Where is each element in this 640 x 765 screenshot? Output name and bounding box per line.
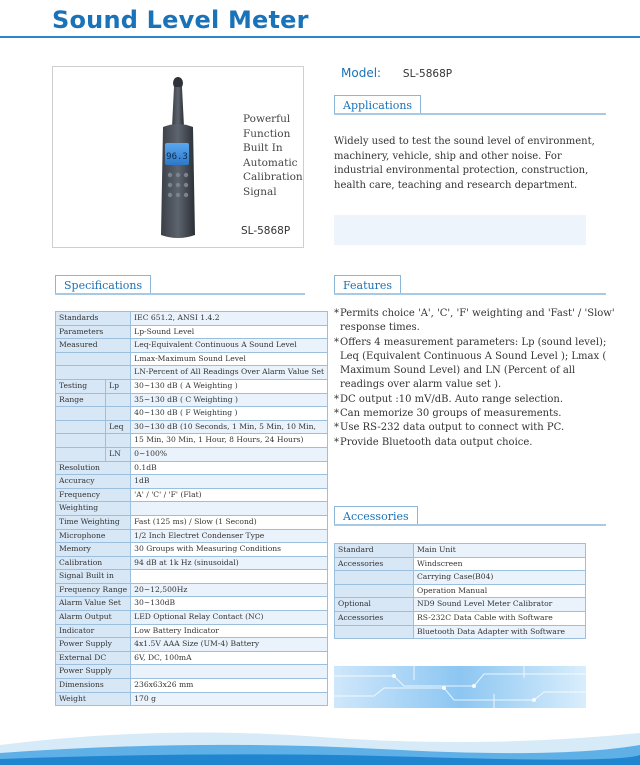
callout-line: Function	[243, 127, 291, 140]
table-row	[56, 420, 328, 434]
table-cell: Leq-Equivalent Continuous A Sound Level	[131, 339, 328, 353]
applications-text: Widely used to test the sound level of environment, machinery, vehicle, ship and other noise. For industrial environmental protection, construction, health care, teaching and research department.	[334, 136, 595, 191]
feature-text: Provide Bluetooth data output choice.	[340, 436, 533, 448]
accessories-divider	[334, 524, 606, 526]
table-cell: External DC	[56, 651, 131, 665]
table-row	[335, 557, 586, 571]
table-cell: Calibration	[56, 556, 131, 570]
bullet: *	[334, 408, 339, 420]
table-cell	[56, 407, 106, 421]
table-cell	[131, 665, 328, 679]
table-cell: 1dB	[131, 475, 328, 489]
applications-band	[334, 215, 586, 245]
table-cell: ND9 Sound Level Meter Calibrator	[414, 598, 586, 612]
product-image-box	[52, 66, 304, 248]
applications-divider	[334, 113, 606, 115]
table-row	[56, 434, 328, 448]
table-cell: 40~130 dB ( F Weighting )	[131, 407, 328, 421]
table-cell: Parameters	[56, 325, 131, 339]
table-cell: Accuracy	[56, 475, 131, 489]
applications-heading: Applications	[334, 95, 421, 115]
table-row	[56, 597, 328, 611]
accessories-table	[334, 543, 586, 639]
callout-line: Powerful	[243, 113, 291, 125]
model-line	[341, 66, 452, 80]
bullet: *	[334, 393, 339, 405]
table-cell	[56, 366, 131, 380]
bullet: *	[334, 336, 339, 348]
specifications-heading: Specifications	[55, 275, 151, 295]
table-cell: 94 dB at 1k Hz (sinusoidal)	[131, 556, 328, 570]
table-row	[56, 556, 328, 570]
list-item	[334, 336, 618, 393]
table-cell: Standard	[335, 544, 414, 558]
table-row	[56, 665, 328, 679]
specifications-divider	[55, 293, 305, 295]
table-cell: Fast (125 ms) / Slow (1 Second)	[131, 515, 328, 529]
table-cell: Dimensions	[56, 679, 131, 693]
table-cell: LN	[106, 447, 131, 461]
table-cell: 35~130 dB ( C Weighting )	[131, 393, 328, 407]
table-row	[56, 529, 328, 543]
callout-line: Calibration	[243, 171, 303, 183]
feature-text: DC output :10 mV/dB. Auto range selection.	[340, 393, 564, 405]
table-cell: Memory	[56, 543, 131, 557]
feature-text: Use RS-232 data output to connect with PC.	[340, 422, 565, 434]
table-cell: Lmax-Maximum Sound Level	[131, 352, 328, 366]
table-cell	[335, 584, 414, 598]
table-cell: RS-232C Data Cable with Software	[414, 611, 586, 625]
table-row	[335, 625, 586, 639]
table-cell: Lp	[106, 379, 131, 393]
table-cell: 170 g	[131, 692, 328, 706]
table-cell: Alarm Output	[56, 611, 131, 625]
list-item	[334, 407, 618, 421]
table-cell: Lp-Sound Level	[131, 325, 328, 339]
product-model-caption: SL-5868P	[241, 225, 291, 237]
table-cell: Bluetooth Data Adapter with Software	[414, 625, 586, 639]
table-row	[56, 692, 328, 706]
table-cell	[106, 407, 131, 421]
table-row	[56, 638, 328, 652]
table-row	[56, 651, 328, 665]
table-row	[56, 624, 328, 638]
table-cell: LN-Percent of All Readings Over Alarm Value Set	[131, 366, 328, 380]
accessories-heading: Accessories	[334, 506, 418, 526]
list-item	[334, 436, 618, 450]
table-row	[56, 488, 328, 502]
table-cell	[106, 434, 131, 448]
table-row	[56, 583, 328, 597]
list-item	[334, 393, 618, 407]
table-row	[335, 584, 586, 598]
table-cell: 30~130 dB ( A Weighting )	[131, 379, 328, 393]
table-cell: Power Supply	[56, 665, 131, 679]
features-divider	[334, 293, 606, 295]
table-row	[56, 679, 328, 693]
table-cell: Operation Manual	[414, 584, 586, 598]
table-row	[56, 570, 328, 584]
table-cell: Leq	[106, 420, 131, 434]
table-cell: Optional	[335, 598, 414, 612]
callout-line: Built In	[243, 142, 283, 154]
table-cell: 4x1.5V AAA Size (UM-4) Battery	[131, 638, 328, 652]
table-cell: Time Weighting	[56, 515, 131, 529]
table-cell: Microphone	[56, 529, 131, 543]
model-label: Model:	[341, 66, 382, 80]
table-cell	[106, 393, 131, 407]
table-cell: Standards	[56, 312, 131, 326]
table-cell: 20~12,500Hz	[131, 583, 328, 597]
table-cell: Measured	[56, 339, 131, 353]
table-cell: 30 Groups with Measuring Conditions	[131, 543, 328, 557]
table-row	[56, 312, 328, 326]
table-cell: Alarm Value Set	[56, 597, 131, 611]
table-cell: 30~130dB	[131, 597, 328, 611]
sound-level-meter-image	[153, 75, 223, 243]
table-cell: 236x63x26 mm	[131, 679, 328, 693]
table-cell: Frequency	[56, 488, 131, 502]
table-cell: Resolution	[56, 461, 131, 475]
table-row	[335, 571, 586, 585]
table-row	[56, 447, 328, 461]
table-row	[56, 366, 328, 380]
table-cell: Weighting	[56, 502, 131, 516]
table-cell	[335, 571, 414, 585]
callout-line: Signal	[243, 185, 277, 198]
table-cell	[335, 625, 414, 639]
specifications-table	[55, 311, 328, 706]
table-cell: 15 Min, 30 Min, 1 Hour, 8 Hours, 24 Hours)	[131, 434, 328, 448]
table-cell: 0.1dB	[131, 461, 328, 475]
circuit-board-image	[334, 666, 586, 708]
table-cell: IEC 651.2, ANSI 1.4.2	[131, 312, 328, 326]
table-cell: Testing	[56, 379, 106, 393]
table-cell: LED Optional Relay Contact (NC)	[131, 611, 328, 625]
table-row	[56, 352, 328, 366]
table-cell	[131, 570, 328, 584]
table-row	[56, 515, 328, 529]
table-cell: Main Unit	[414, 544, 586, 558]
features-heading: Features	[334, 275, 401, 295]
table-cell: Range	[56, 393, 106, 407]
table-cell	[56, 447, 106, 461]
list-item	[334, 307, 618, 336]
table-cell: Signal Built in	[56, 570, 131, 584]
table-cell: Indicator	[56, 624, 131, 638]
feature-text: Permits choice 'A', 'C', 'F' weighting and 'Fast' / 'Slow' response times.	[340, 308, 615, 334]
title-divider	[0, 36, 640, 38]
table-cell: 6V, DC, 100mA	[131, 651, 328, 665]
table-row	[56, 475, 328, 489]
bullet: *	[334, 436, 339, 448]
table-row	[335, 598, 586, 612]
feature-callout	[243, 112, 303, 199]
table-row	[335, 544, 586, 558]
table-row	[56, 407, 328, 421]
table-cell: Windscreen	[414, 557, 586, 571]
table-cell: Carrying Case(B04)	[414, 571, 586, 585]
bullet: *	[334, 308, 339, 319]
table-row	[56, 461, 328, 475]
table-cell: 30~130 dB (10 Seconds, 1 Min, 5 Min, 10 Min,	[131, 420, 328, 434]
table-cell: 0~100%	[131, 447, 328, 461]
table-row	[56, 611, 328, 625]
table-row	[56, 325, 328, 339]
table-row	[335, 611, 586, 625]
table-cell: Accessories	[335, 611, 414, 625]
callout-line: Automatic	[243, 156, 298, 169]
table-cell: Accessories	[335, 557, 414, 571]
table-row	[56, 393, 328, 407]
table-row	[56, 543, 328, 557]
device-display-reading: 96.3	[166, 152, 188, 162]
table-cell	[56, 352, 131, 366]
table-cell	[131, 502, 328, 516]
table-row	[56, 379, 328, 393]
table-row	[56, 502, 328, 516]
list-item	[334, 421, 618, 435]
table-cell: Power Supply	[56, 638, 131, 652]
model-value: SL-5868P	[402, 68, 453, 80]
table-cell: Frequency Range	[56, 583, 131, 597]
table-cell	[56, 420, 106, 434]
table-cell	[56, 434, 106, 448]
footer-wave	[0, 715, 640, 765]
features-list	[334, 307, 618, 450]
table-cell: Low Battery Indicator	[131, 624, 328, 638]
table-row	[56, 339, 328, 353]
table-cell: 'A' / 'C' / 'F' (Flat)	[131, 488, 328, 502]
feature-text: Offers 4 measurement parameters: Lp (sound level); Leq (Equivalent Continuous A Sound Level ); Lmax ( Maximum Sound Level) and LN (Percent of all readings over alarm value set ).	[340, 336, 607, 391]
bullet: *	[334, 422, 339, 434]
feature-text: Can memorize 30 groups of measurements.	[340, 408, 562, 420]
table-cell: 1/2 Inch Electret Condenser Type	[131, 529, 328, 543]
table-cell: Weight	[56, 692, 131, 706]
page-title: Sound Level Meter	[52, 6, 309, 34]
